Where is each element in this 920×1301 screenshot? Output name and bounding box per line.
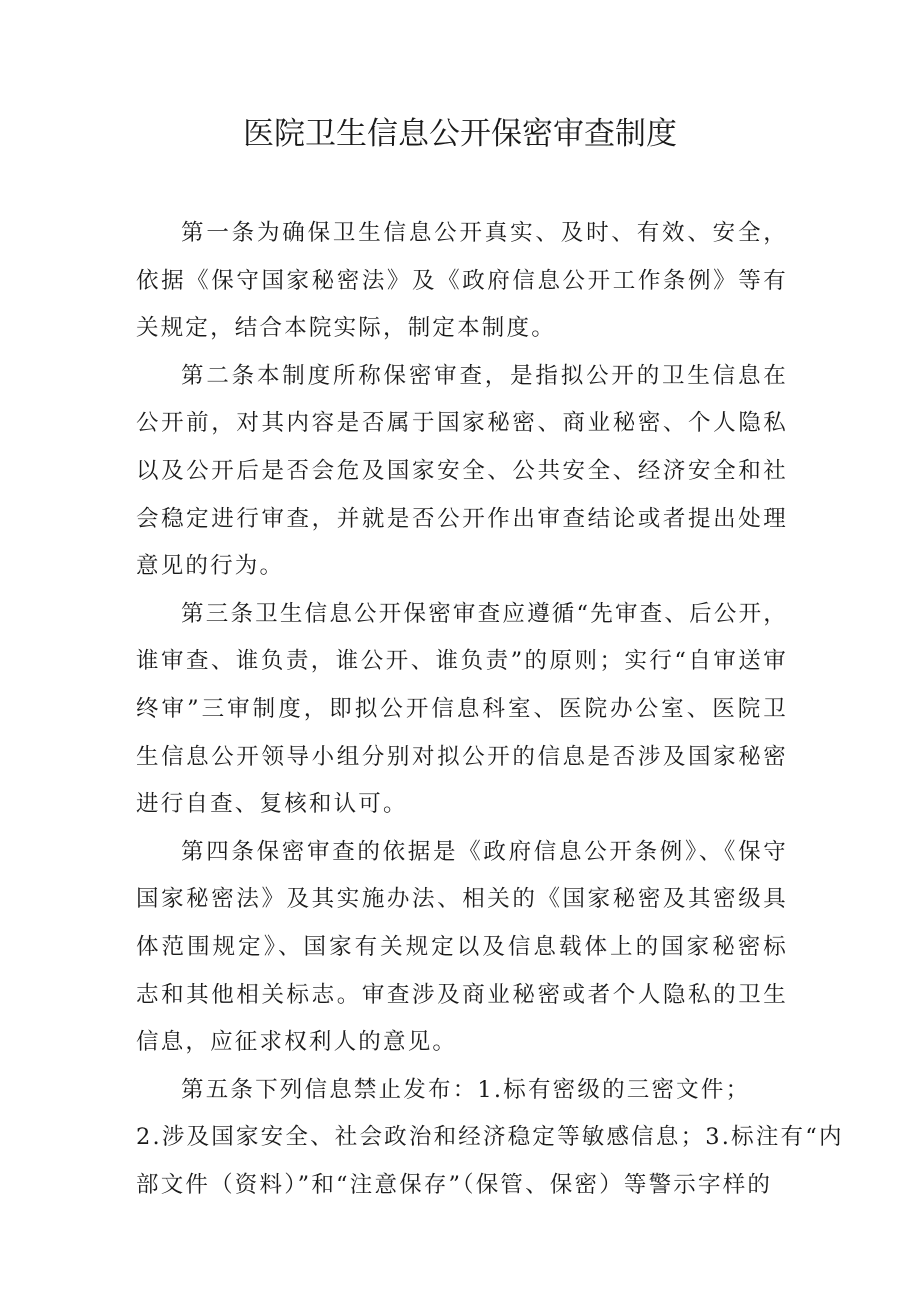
article-5-line-1: 第五条下列信息禁止发布：1.标有密级的三密文件； bbox=[181, 1076, 751, 1103]
document-body bbox=[136, 210, 844, 1209]
document-title: 医院卫生信息公开保密审查制度 bbox=[243, 116, 677, 152]
article-5-line-2: 2.涉及国家安全、社会政治和经济稳定等敏感信息；3.标注有“内 bbox=[136, 1124, 844, 1151]
article-1-paragraph: 第一条为确保卫生信息公开真实、及时、有效、安全，依据《保守国家秘密法》及《政府信息公开工作条例》等有关规定，结合本院实际，制定本制度。 bbox=[136, 220, 788, 342]
article-4-paragraph: 第四条保密审查的依据是《政府信息公开条例》、《保守国家秘密法》及其实施办法、相关的《国家秘密及其密级具体范围规定》、国家有关规定以及信息载体上的国家秘密标志和其他相关标志。审查涉及商业秘密或者个人隐私的卫生信息，应征求权利人的意见。 bbox=[136, 838, 788, 1056]
article-2-paragraph: 第二条本制度所称保密审查，是指拟公开的卫生信息在公开前，对其内容是否属于国家秘密、商业秘密、个人隐私以及公开后是否会危及国家安全、公共安全、经济安全和社会稳定进行审查，并就是否公开作出审查结论或者提出处理意见的行为。 bbox=[136, 362, 788, 580]
article-5-line-3: 部文件（资料）”和“注意保存”（保管、保密）等警示字样的 bbox=[136, 1171, 773, 1198]
article-3-paragraph: 第三条卫生信息公开保密审查应遵循“先审查、后公开，谁审查、谁负责，谁公开、谁负责”的原则；实行“自审送审终审”三审制度，即拟公开信息科室、医院办公室、医院卫生信息公开领导小组分别对拟公开的信息是否涉及国家秘密进行自查、复核和认可。 bbox=[136, 600, 788, 818]
